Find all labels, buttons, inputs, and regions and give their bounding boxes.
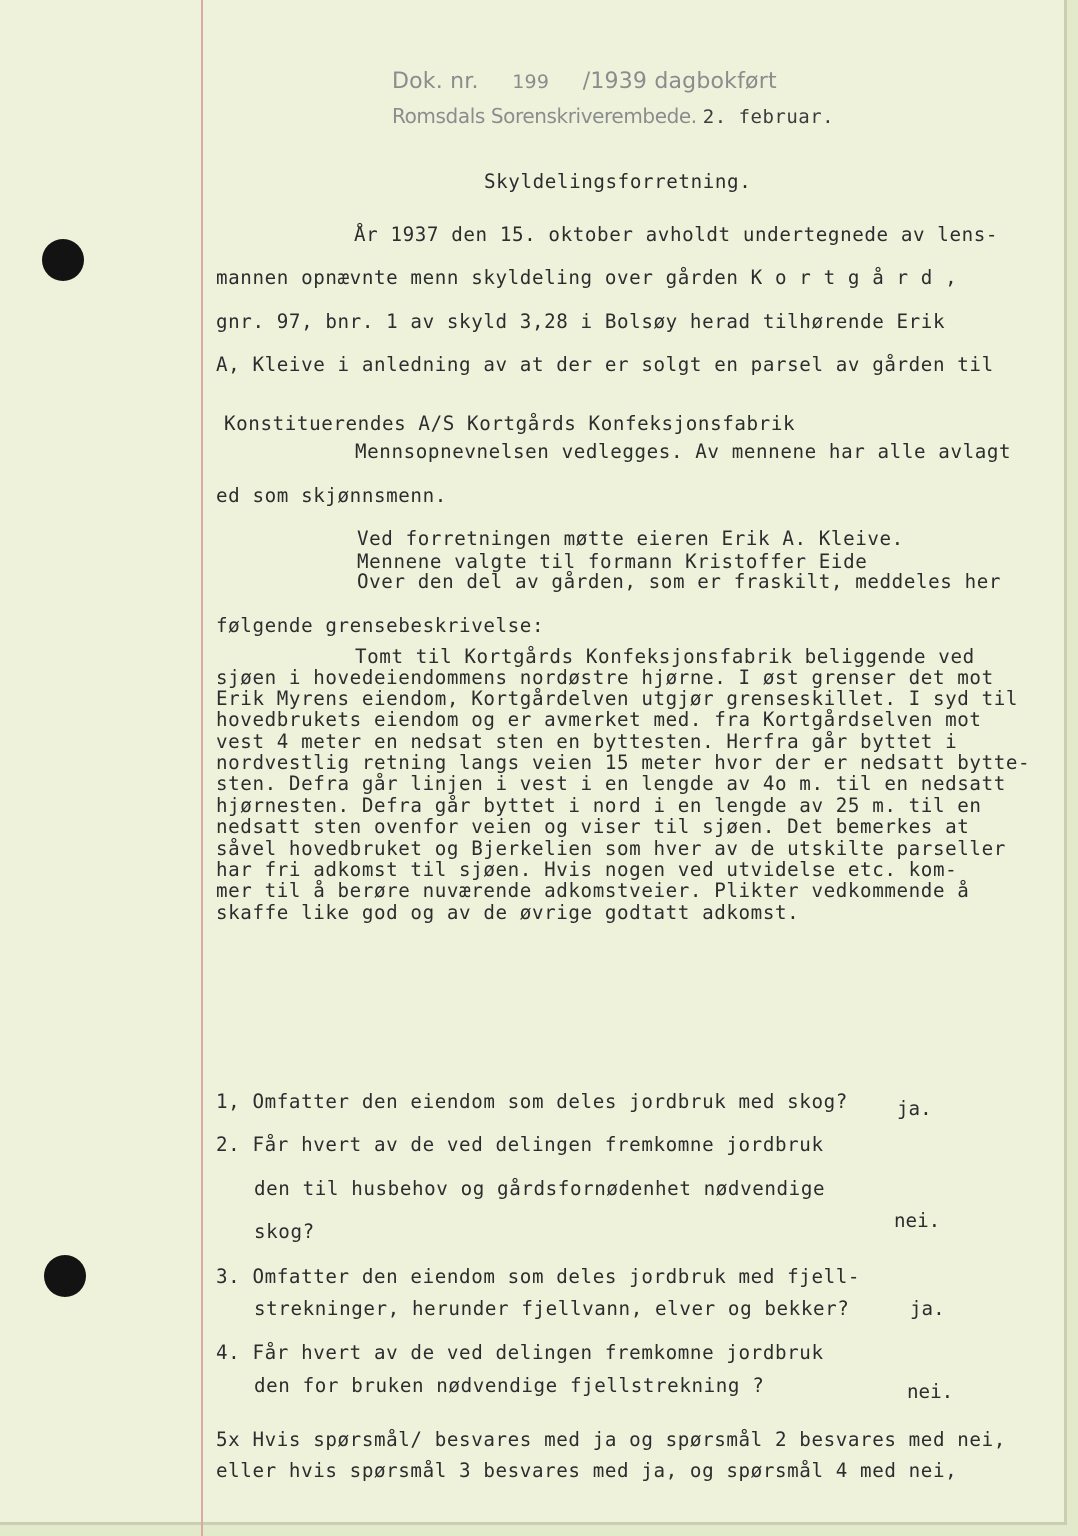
text-line: Mennsopnevnelsen vedlegges. Av mennene har alle avlagt	[355, 440, 1012, 463]
boundary-line: sten. Defra går linjen i vest i en lengde av 4o m. til en nedsatt	[216, 772, 1006, 795]
punch-hole	[44, 1255, 86, 1297]
stamp-year: /1939	[582, 69, 648, 94]
registry-stamp	[392, 69, 777, 94]
question-3-line: strekninger, herunder fjellvann, elver og bekker?	[254, 1297, 850, 1320]
stamp-number: 199	[512, 71, 550, 93]
text-line: ed som skjønnsmenn.	[216, 484, 447, 507]
answer-4: nei.	[907, 1380, 954, 1403]
question-4-line: den for bruken nødvendige fjellstrekning ?	[254, 1374, 765, 1397]
text-line: Mennene valgte til formann Kristoffer Eide	[357, 550, 868, 573]
margin-rule	[201, 0, 203, 1536]
boundary-line: hjørnesten. Defra går byttet i nord i en lengde av 25 m. til en	[216, 794, 982, 817]
answer-1: ja.	[897, 1097, 932, 1120]
closing-line: 5x Hvis spørsmål/ besvares med ja og spørsmål 2 besvares med nei,	[216, 1428, 1006, 1451]
document-title: Skyldelingsforretning.	[484, 170, 752, 193]
answer-3: ja.	[910, 1297, 945, 1320]
stamp-prefix: Dok. nr.	[392, 69, 479, 94]
stamp-date: 2. februar.	[702, 106, 835, 128]
question-2: 2. Får hvert av de ved delingen fremkomne jordbruk	[216, 1133, 824, 1156]
question-2-line: skog?	[254, 1220, 315, 1243]
text-line: Ved forretningen møtte eieren Erik A. Kleive.	[357, 527, 904, 550]
boundary-line: Erik Myrens eiendom, Kortgårdelven utgjør grenseskillet. I syd til	[216, 687, 1019, 710]
boundary-line: mer til å berøre nuværende adkomstveier. Plikter vedkommende å	[216, 879, 970, 902]
boundary-line: såvel hovedbruket og Bjerkelien som hver av de utskilte parseller	[216, 837, 1006, 860]
answer-2: nei.	[894, 1209, 941, 1232]
text-line: følgende grensebeskrivelse:	[216, 614, 545, 637]
boundary-line: nedsatt sten ovenfor veien og viser til sjøen. Det bemerkes at	[216, 815, 970, 838]
boundary-line: skaffe like god og av de øvrige godtatt adkomst.	[216, 901, 800, 924]
stamp-office: Romsdals Sorenskriverembede.	[392, 104, 697, 128]
buyer-name: Konstituerendes A/S Kortgårds Konfeksjonsfabrik	[224, 412, 796, 435]
boundary-line: vest 4 meter en nedsat sten en byttesten. Herfra går byttet i	[216, 730, 958, 753]
punch-hole	[42, 239, 84, 281]
boundary-line: nordvestlig retning langs veien 15 meter hvor der er nedsatt bytte-	[216, 751, 1031, 774]
text-line: mannen opnævnte menn skyldeling over gården K o r t g å r d ,	[216, 266, 958, 289]
registry-office	[392, 104, 834, 128]
text-line: A, Kleive i anledning av at der er solgt en parsel av gården til	[216, 353, 994, 376]
text-line: gnr. 97, bnr. 1 av skyld 3,28 i Bolsøy herad tilhørende Erik	[216, 310, 946, 333]
question-3: 3. Omfatter den eiendom som deles jordbruk med fjell-	[216, 1265, 861, 1288]
closing-line: eller hvis spørsmål 3 besvares med ja, og spørsmål 4 med nei,	[216, 1459, 958, 1482]
boundary-line: Tomt til Kortgårds Konfeksjonsfabrik beliggende ved	[355, 645, 975, 668]
question-4: 4. Får hvert av de ved delingen fremkomne jordbruk	[216, 1341, 824, 1364]
boundary-line: hovedbrukets eiendom og er avmerket med. fra Kortgårdselven mot	[216, 708, 982, 731]
question-2-line: den til husbehov og gårdsfornødenhet nødvendige	[254, 1177, 826, 1200]
text-line: Over den del av gården, som er fraskilt, meddeles her	[357, 570, 1002, 593]
question-1: 1, Omfatter den eiendom som deles jordbruk med skog?	[216, 1090, 848, 1113]
boundary-line: sjøen i hovedeiendommens nordøstre hjørne. I øst grenser det mot	[216, 666, 994, 689]
stamp-suffix: dagbokført	[654, 69, 777, 94]
text-line: År 1937 den 15. oktober avholdt undertegnede av lens-	[354, 223, 999, 246]
boundary-line: har fri adkomst til sjøen. Hvis nogen ved utvidelse etc. kom-	[216, 858, 958, 881]
